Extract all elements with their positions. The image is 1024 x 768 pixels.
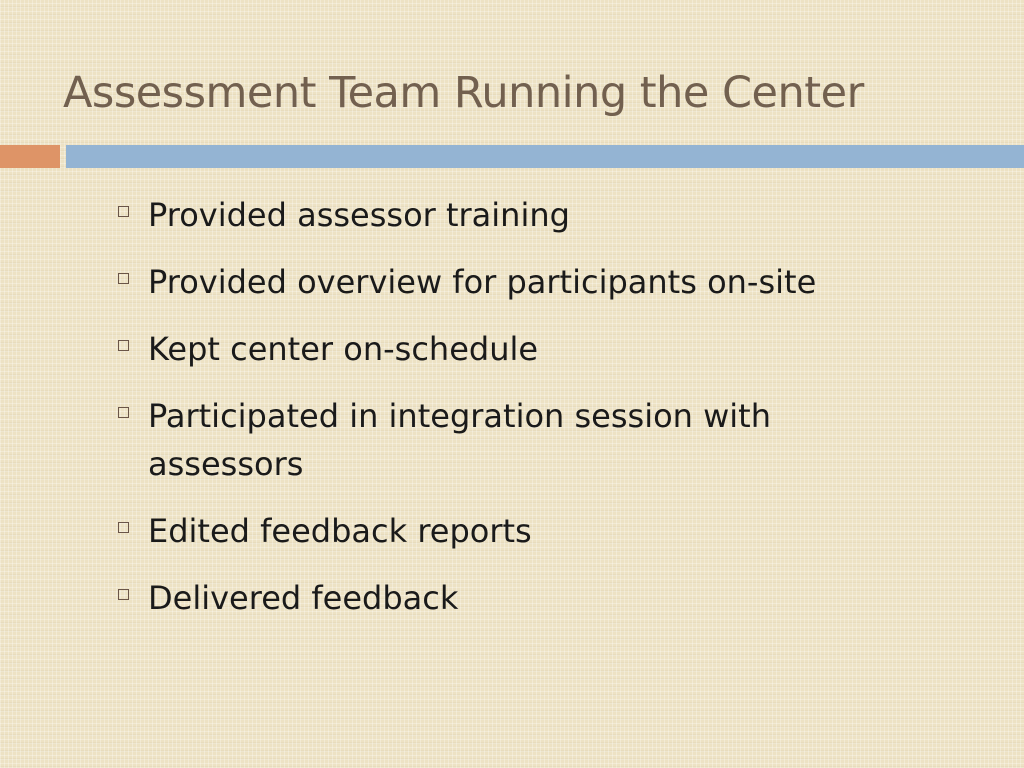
bullet-text: Delivered feedback: [148, 579, 459, 617]
hollow-square-icon: [118, 273, 129, 284]
bullet-item: [118, 258, 918, 306]
bullet-list: [118, 191, 918, 641]
bullet-text: Participated in integration session with assessors: [148, 397, 771, 483]
bullet-text: Kept center on-schedule: [148, 330, 539, 368]
bullet-item: [118, 325, 918, 373]
bullet-item: [118, 392, 918, 488]
bullet-item: [118, 507, 918, 555]
hollow-square-icon: [118, 522, 129, 533]
hollow-square-icon: [118, 206, 129, 217]
hollow-square-icon: [118, 589, 129, 600]
bullet-text: Edited feedback reports: [148, 512, 532, 550]
bullet-text: Provided assessor training: [148, 196, 570, 234]
bullet-item: [118, 191, 918, 239]
hollow-square-icon: [118, 340, 129, 351]
bullet-text: Provided overview for participants on-site: [148, 263, 817, 301]
slide-title: Assessment Team Running the Center: [63, 68, 864, 118]
hollow-square-icon: [118, 407, 129, 418]
accent-bar-blue: [66, 145, 1024, 168]
accent-bar-orange: [0, 145, 60, 168]
bullet-item: [118, 574, 918, 622]
